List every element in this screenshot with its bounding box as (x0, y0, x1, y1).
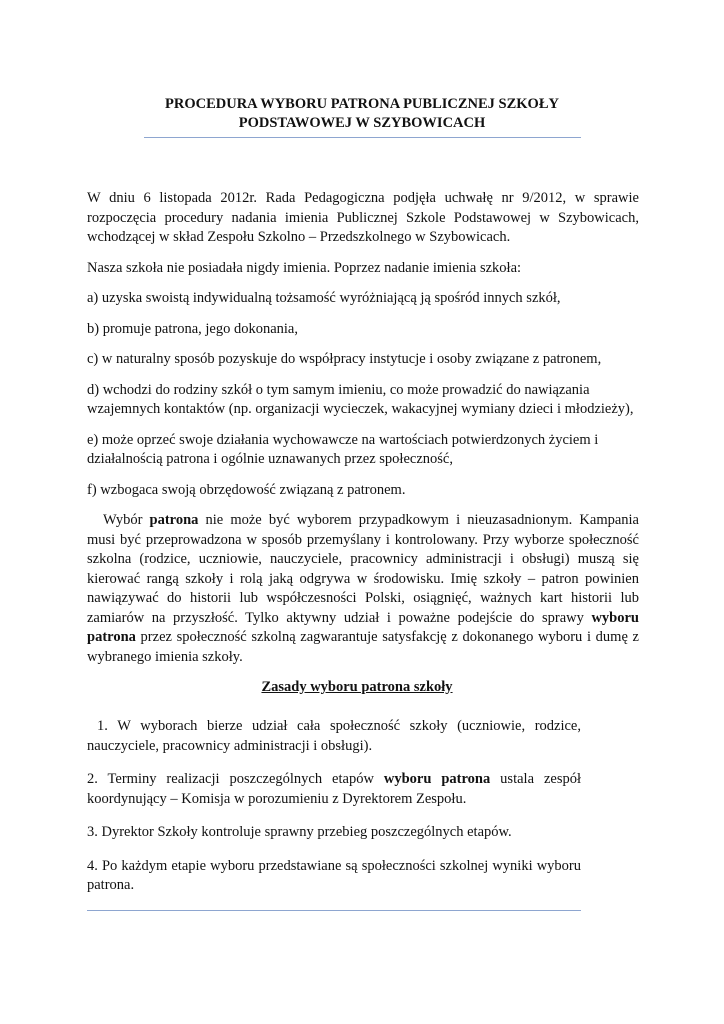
list-item-e: e) może oprzeć swoje działania wychowawcze na wartościach potwierdzonych życiem i działalnością patrona i ogólnie uznawanych przez społeczność, (87, 431, 599, 467)
title-line-1: PROCEDURA WYBORU PATRONA PUBLICZNEJ SZKOŁY (165, 96, 559, 112)
rule-2-text-1: 2. Terminy realizacji poszczególnych etapów (87, 771, 384, 787)
list-item-f: f) wzbogaca swoją obrzędowość związaną z patronem. (87, 481, 406, 498)
document-body (87, 189, 639, 698)
lead-paragraph: Nasza szkoła nie posiadała nigdy imienia. Poprzez nadanie imienia szkoła: (87, 259, 522, 276)
rule-2 (87, 770, 581, 809)
campaign-bold-1: patrona (149, 512, 199, 528)
document-title (144, 95, 580, 133)
list-item-c: c) w naturalny sposób pozyskuje do współpracy instytucje i osoby związane z patronem, (87, 351, 602, 367)
campaign-text-3: przez społeczność szkolną zagwarantuje satysfakcję z dokonanego wyboru i dumę z wybranego imienia szkoły. (87, 629, 639, 665)
intro-paragraph: W dniu 6 listopada 2012r. Rada Pedagogiczna podjęła uchwałę nr 9/2012, w sprawie rozpoczęcia procedury nadania imienia Publicznej Szkole Podstawowej w Szybowicach, wchodzącej w skład Zespołu Szkolno – Przedszkolnego w Szybowicach. (87, 190, 639, 245)
title-line-2: PODSTAWOWEJ W SZYBOWICACH (238, 115, 486, 131)
rule-3: 3. Dyrektor Szkoły kontroluje sprawny przebieg poszczególnych etapów. (87, 824, 512, 840)
campaign-bold-2: wyboru patrona (87, 609, 639, 645)
list-item-d: d) wchodzi do rodziny szkół o tym samym imieniu, co może prowadzić do nawiązania wzajemnych kontaktów (np. organizacji wycieczek, wakacyjnej wymiany dzieci i młodzieży), (87, 381, 634, 417)
campaign-paragraph (87, 511, 639, 667)
rules-section (87, 717, 581, 896)
list-item-b: b) promuje patrona, jego dokonania, (87, 320, 298, 337)
title-divider (144, 137, 581, 138)
rule-2-bold: wyboru patrona (383, 771, 491, 787)
rule-1: 1. W wyborach bierze udział cała społeczność szkoły (uczniowie, rodzice, nauczyciele, pracownicy administracji i obsługi). (87, 718, 581, 754)
rule-4: 4. Po każdym etapie wyboru przedstawiane są społeczności szkolnej wyniki wyboru patrona. (87, 857, 581, 893)
bottom-divider (87, 910, 581, 911)
campaign-text-2: nie może być wyborem przypadkowym i nieuzasadnionym. Kampania musi być przeprowadzona w sposób przemyślany i kontrolowany. Przy wyborze społeczność szkolna (rodzice, uczniowie, nauczyciele, pracownicy administracji i obsługi) muszą się kierować rangą szkoły i rolą jaką odgrywa w środowisku. Imię szkoły – patron powinien nawiązywać do historii lub współczesności Polski, osiągnięć, ważnych kart historii lub zamiarów na przyszłość. Tylko aktywny udział i poważne podejście do sprawy (87, 512, 639, 626)
campaign-text-1: Wybór (103, 512, 150, 528)
list-item-a: a) uzyska swoistą indywidualną tożsamość wyróżniającą ją spośród innych szkół, (87, 290, 561, 306)
rules-heading: Zasady wyboru patrona szkoły (261, 679, 453, 695)
rule-2-text-2: ustala zespół koordynujący – Komisja w porozumieniu z Dyrektorem Zespołu. (87, 771, 581, 807)
